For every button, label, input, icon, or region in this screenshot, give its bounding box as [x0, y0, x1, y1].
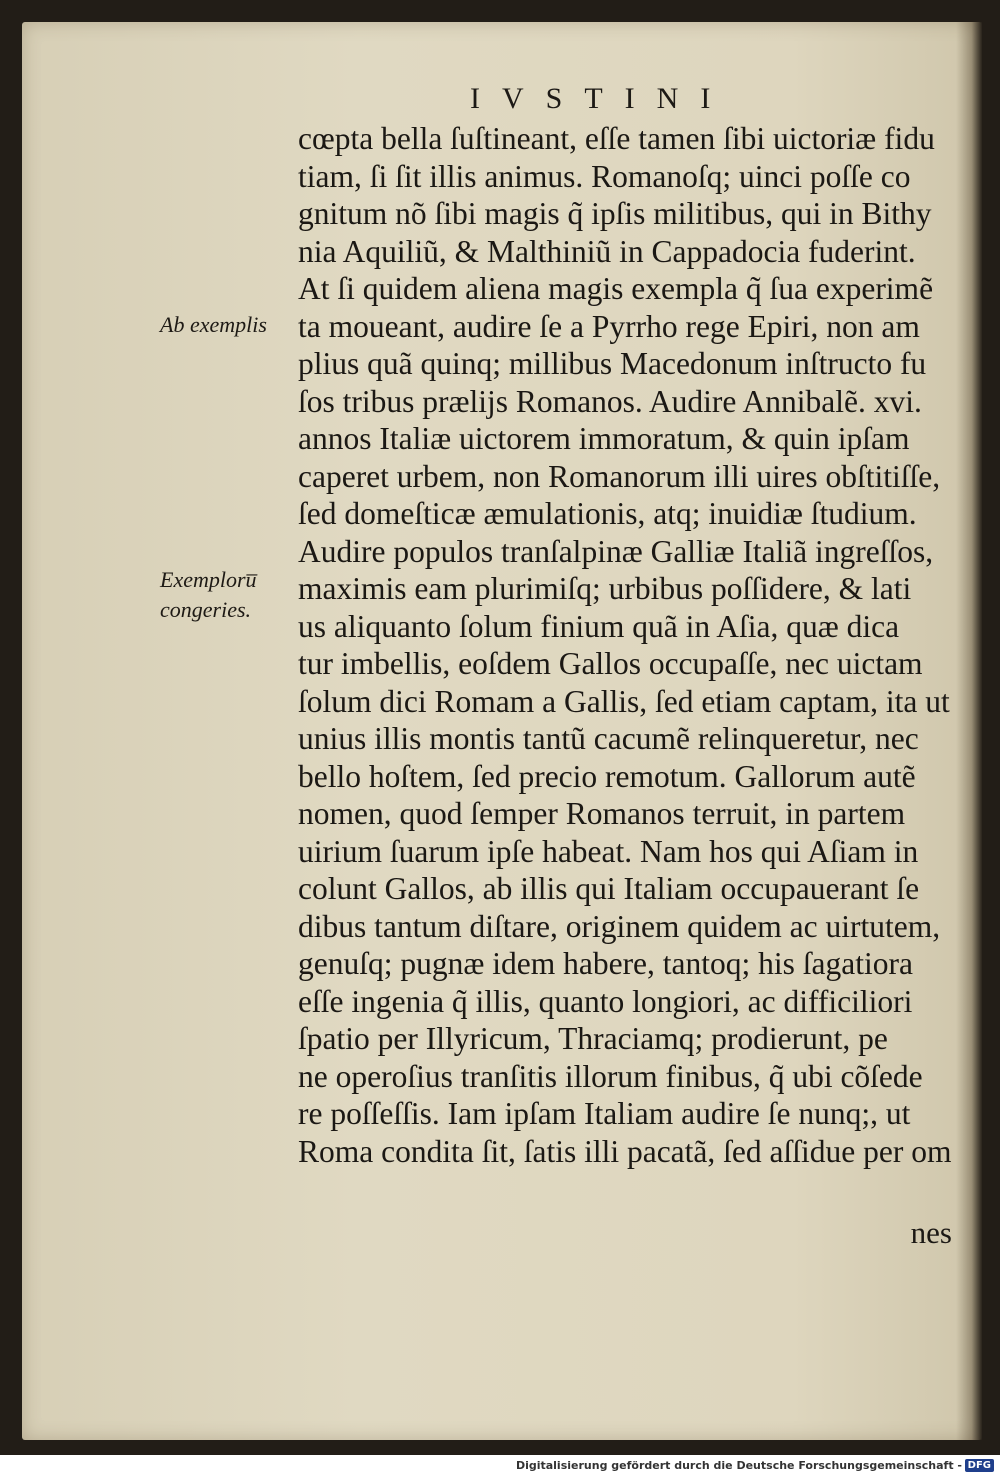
text-line: ſpatio per Illyricum, Thraciamq; prodierunt, pe [298, 1021, 888, 1056]
body-text [298, 120, 958, 1170]
text-line: dibus tantum diſtare, originem quidem ac uirtutem, [298, 908, 941, 944]
text-line: unius illis montis tantũ cacumẽ relinqueretur, nec [298, 721, 919, 756]
text-line: re poſſeſſis. Iam ipſam Italiam audire ſe nunq;, ut [298, 1096, 911, 1131]
text-line: gnitum nõ ſibi magis q̃ ipſis militibus, qui in Bithy [298, 196, 932, 231]
text-line: maximis eam plurimiſq; urbibus poſſidere, & lati [298, 571, 912, 606]
text-line: ne operoſius tranſitis illorum finibus, q̃ ubi cõſede [298, 1058, 923, 1094]
text-line: genuſq; pugnæ idem habere, tantoq; his ſagatiora [298, 946, 913, 981]
running-head: IVSTINI [470, 82, 733, 115]
text-line: uirium ſuarum ipſe habeat. Nam hos qui Aſiam in [298, 833, 919, 869]
text-line: tur imbellis, eoſdem Gallos occupaſſe, nec uictam [298, 646, 923, 681]
text-line: bello hoſtem, ſed precio remotum. Gallorum autẽ [298, 758, 916, 794]
footer-bar [0, 1455, 1000, 1480]
text-line: Audire populos tranſalpinæ Galliæ Italiã ingreſſos, [298, 533, 934, 569]
funding-notice: Digitalisierung gefördert durch die Deutsche Forschungsgemeinschaft - [515, 1459, 962, 1472]
text-line: Roma condita ſit, ſatis illi pacatã, ſed aſſidue per om [298, 1133, 952, 1169]
text-line: caperet urbem, non Romanorum illi uires obſtitiſſe, [298, 458, 941, 494]
page-gutter [956, 22, 982, 1440]
text-line: colunt Gallos, ab illis qui Italiam occupauerant ſe [298, 871, 920, 906]
catchword: nes [910, 1215, 952, 1250]
text-line: At ſi quidem aliena magis exempla q̃ ſua experimẽ [298, 271, 934, 306]
text-line: ſed domeſticæ æmulationis, atq; inuidiæ ſtudium. [298, 496, 917, 531]
marginal-note-ab-exemplis: Ab exemplis [160, 312, 267, 337]
text-line: us aliquanto ſolum finium quã in Aſia, quæ dica [298, 608, 900, 644]
text-line: annos Italiæ uictorem immoratum, & quin ipſam [298, 421, 910, 456]
text-line: tiam, ſi ſit illis animus. Romanoſq; uinci poſſe co [298, 158, 911, 194]
text-line: ta moueant, audire ſe a Pyrrho rege Epiri, non am [298, 308, 920, 344]
marginal-note-congeries: congeries. [160, 597, 252, 622]
dfg-logo: DFG [965, 1459, 994, 1472]
marginal-note-exemploru: Exemploru̅ [160, 567, 257, 592]
text-line: nomen, quod ſemper Romanos terruit, in partem [298, 796, 906, 831]
text-line: ſolum dici Romam a Gallis, ſed etiam captam, ita ut [298, 683, 950, 719]
text-line: eſſe ingenia q̃ illis, quanto longiori, ac difficiliori [298, 983, 913, 1019]
text-line: cœpta bella ſuſtineant, eſſe tamen ſibi uictoriæ fidu [298, 121, 935, 156]
text-line: ſos tribus prælijs Romanos. Audire Annibalẽ. xvi. [298, 383, 922, 419]
text-line: plius quã quinq; millibus Macedonum inſtructo fu [298, 346, 927, 381]
text-line: nia Aquiliũ, & Malthiniũ in Cappadocia fuderint. [298, 233, 916, 269]
